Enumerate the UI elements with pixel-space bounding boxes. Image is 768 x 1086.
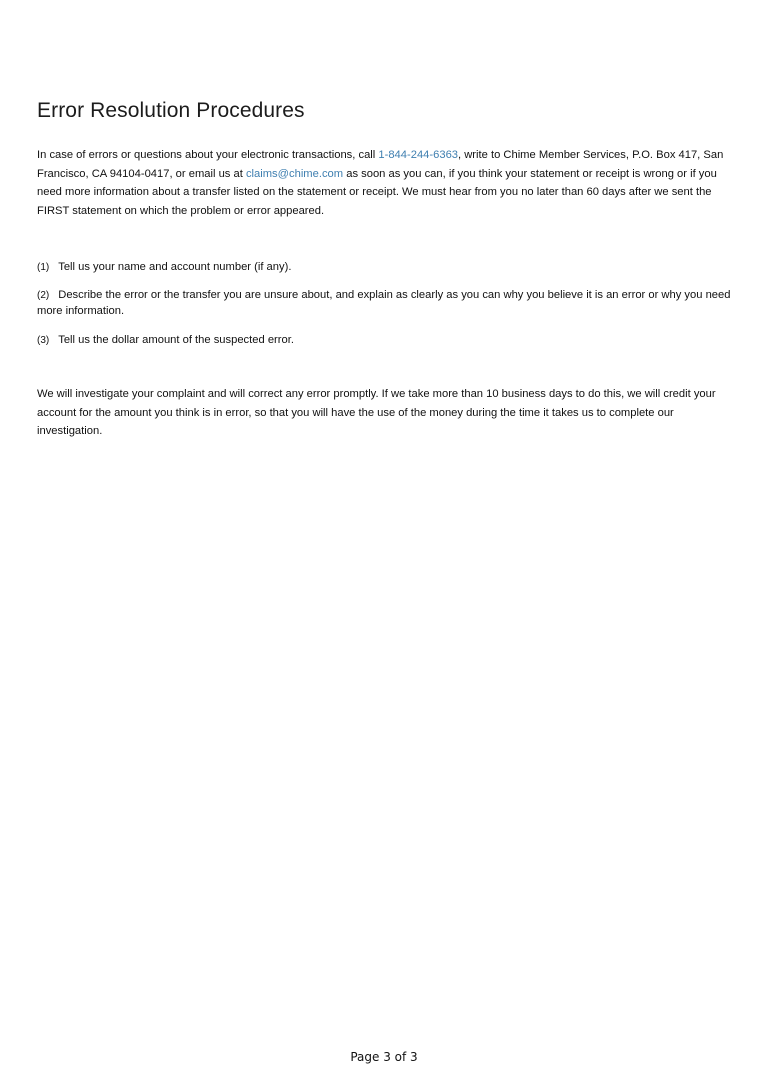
intro-paragraph: [37, 146, 737, 220]
intro-text-3: as soon as you can, if you think your statement or receipt is wrong or if you need more information about a transfer listed on the statement or receipt. We must hear from you no later than 60 days after we sent the FIRST statement on which the problem or error appeared.: [37, 167, 717, 217]
page-number-footer: Page 3 of 3: [350, 1050, 418, 1064]
phone-link[interactable]: 1-844-244-6363: [378, 149, 459, 161]
list-item-text: Tell us your name and account number (if any).: [58, 261, 292, 273]
list-item: [37, 288, 737, 319]
list-item-number: (3): [37, 335, 50, 346]
intro-text-1: In case of errors or questions about your electronic transactions, call: [37, 149, 379, 161]
list-item: [37, 333, 737, 349]
outro-paragraph: We will investigate your complaint and will correct any error promptly. If we take more than 10 business days to do this, we will credit your account for the amount you think is in error, so that you will have the use of the money during the time it takes us to complete our investigation.: [37, 388, 716, 437]
email-link[interactable]: claims@chime.com: [245, 167, 344, 180]
list-item-number: (1): [37, 262, 50, 273]
list-item: [37, 260, 737, 276]
list-item-number: (2): [37, 290, 50, 301]
page-title: Error Resolution Procedures: [37, 99, 305, 122]
intro-text-2: , write to Chime Member Services, P.O. Box 417, San Francisco, CA 94104-0417, or email us at: [37, 149, 724, 180]
list-item-text: Describe the error or the transfer you are unsure about, and explain as clearly as you can why you believe it is an error or why you need more information.: [37, 289, 731, 317]
list-item-text: Tell us the dollar amount of the suspected error.: [58, 334, 294, 346]
